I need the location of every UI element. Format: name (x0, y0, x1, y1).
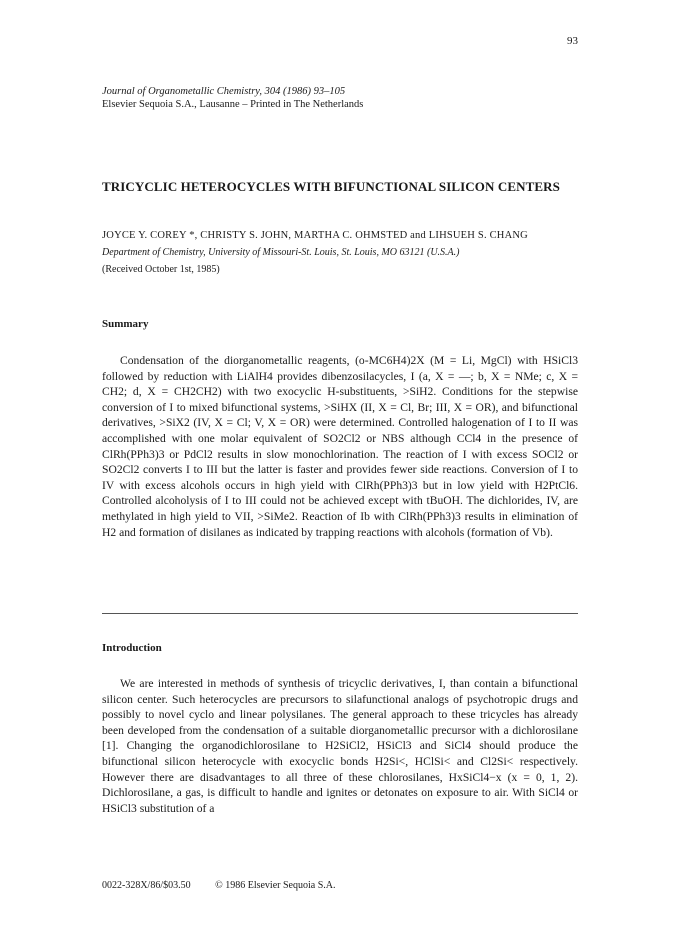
article-title: TRICYCLIC HETEROCYCLES WITH BIFUNCTIONAL SILICON CENTERS (102, 179, 560, 194)
copyright-notice: © 1986 Elsevier Sequoia S.A. (215, 880, 336, 891)
article-code: 0022-328X/86/$03.50 (102, 880, 191, 891)
journal-publisher: Elsevier Sequoia S.A., Lausanne – Printed in The Netherlands (102, 99, 364, 110)
introduction-text: We are interested in methods of synthesis of tricyclic derivatives, I, than contain a bifunctional silicon center. Such heterocycles are precursors to silafunctional analogs of psychotropic drugs and possibly to novel cyclo and linear polysilanes. The general approach to these tricycles has already been developed from the condensation of a suitable diorganometallic precursor with a dichlorosilane [1]. Changing the organodichlorosilane to H2SiCl2, HSiCl3 and SiCl4 should produce the bifunctional silicon heterocycle with exocyclic bonds H2Si<, HClSi< and Cl2Si< respectively. However there are disadvantages to all three of these chlorosilanes, HxSiCl4−x (x = 0, 1, 2). Dichlorosilane, a gas, is difficult to handle and ignites or detonates on exposure to air. With SiCl4 or HSiCl3 substitution of a (102, 677, 578, 815)
introduction-paragraph (102, 676, 578, 816)
affiliation: Department of Chemistry, University of Missouri-St. Louis, St. Louis, MO 63121 (U.S.A.) (102, 247, 460, 258)
journal-header (102, 85, 363, 111)
summary-paragraph (102, 353, 578, 540)
author-list: JOYCE Y. COREY *, CHRISTY S. JOHN, MARTHA C. OHMSTED and LIHSUEH S. CHANG (102, 230, 528, 241)
introduction-heading: Introduction (102, 642, 162, 654)
summary-text: Condensation of the diorganometallic reagents, (o-MC6H4)2X (M = Li, MgCl) with HSiCl3 followed by reduction with LiAlH4 provides dibenzosilacycles, I (a, X = —; b, X = NMe; c, X = CH2; d, X = CH2CH2) with two exocyclic H-substituents, >SiH2. Conditions for the stepwise conversion of I to mixed bifunctional systems, >SiHX (II, X = Cl, Br; III, X = OR), and bifunctional derivatives, >SiX2 (IV, X = Cl; V, X = OR) were determined. Controlled halogenation of I to II was accomplished with one molar equivalent of SO2Cl2 or NBS although CCl4 in the presence of ClRh(PPh3)3 or PdCl2 results in slow monochlorination. The reaction of I with excess SOCl2 or SO2Cl2 converts I to III but the latter is faster and provides fewer side reactions. Conversion of I to IV with excess alcohols occurs in high yield with ClRh(PPh3)3 but in low yield with H2PtCl6. Controlled alcoholysis of I to III could not be achieved except with tBuOH. The dichlorides, IV, are methylated in high yield to VII, >SiMe2. Reaction of Ib with ClRh(PPh3)3 results in elimination of H2 and formation of disilanes as indicated by trapping reactions with alcohols (formation of Vb). (102, 354, 578, 539)
journal-citation: Journal of Organometallic Chemistry, 304 (1986) 93–105 (102, 86, 346, 97)
page-footer (102, 880, 335, 891)
received-date: (Received October 1st, 1985) (102, 264, 220, 275)
summary-heading: Summary (102, 318, 149, 330)
section-divider (102, 613, 578, 614)
page-number: 93 (567, 35, 578, 47)
